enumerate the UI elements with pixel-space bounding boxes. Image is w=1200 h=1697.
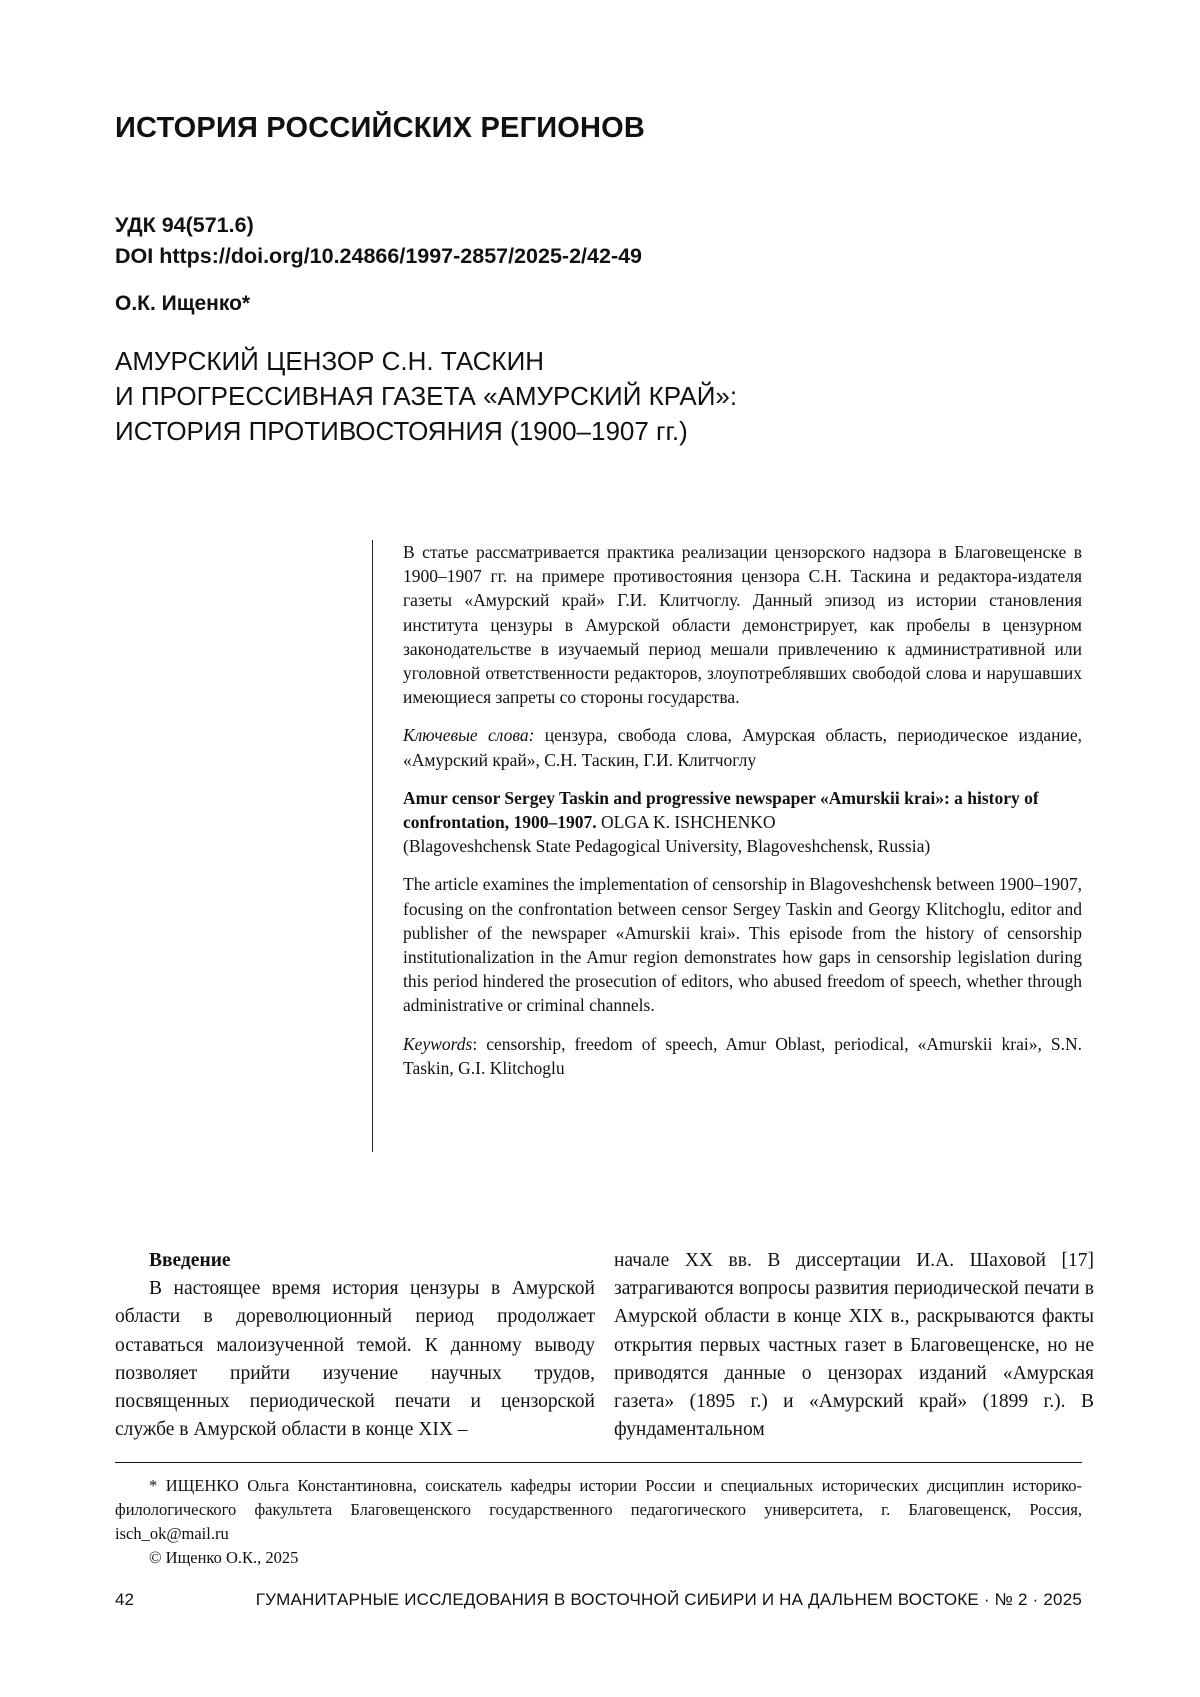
english-affiliation: (Blagoveshchensk State Pedagogical University, Blagoveshchensk, Russia)	[403, 836, 931, 857]
doi-link[interactable]: DOI https://doi.org/10.24866/1997-2857/2025-2/42-49	[115, 244, 643, 268]
footnote-block	[115, 1474, 1082, 1570]
keywords-ru-label: Ключевые слова:	[403, 725, 535, 746]
copyright-notice: © Ищенко О.К., 2025	[149, 1548, 299, 1567]
english-summary-header	[403, 786, 1082, 859]
author-footnote: * ИЩЕНКО Ольга Константиновна, соискатель кафедры истории России и специальных исторических дисциплин историко-филологического факультета Благовещенского государственного педагогического университета, г. Благовещенск, Россия, isch_ok@mail.ru	[115, 1476, 1082, 1543]
body-column-left	[115, 1247, 595, 1444]
footnote-divider	[115, 1462, 1082, 1463]
title-line: АМУРСКИЙ ЦЕНЗОР С.Н. ТАСКИН	[115, 346, 545, 376]
body-paragraph: начале XX вв. В диссертации И.А. Шаховой [17] затрагиваются вопросы развития периодической печати в Амурской области в конце XIX в., раскрываются факты открытия первых частных газет в Благовещенске, но не приводятся данные о цензорах изданий «Амурская газета» (1895 г.) и «Амурский край» (1899 г.). В фундаментальном	[614, 1250, 1094, 1441]
udk-code: УДК 94(571.6)	[115, 213, 254, 237]
abstract-en: The article examines the implementation of censorship in Blagoveshchensk between 1900–1907, focusing on the confrontation between censor Sergey Taskin and Georgy Klitchoglu, editor and publisher of the newspaper «Amurskii krai». This episode from the history of censorship institutionalization in the Amur region demonstrates how gaps in censorship legislation during this period hindered the prosecution of editors, who abused freedom of speech, whether through administrative or criminal channels.	[403, 874, 1082, 1016]
section-heading: ИСТОРИЯ РОССИЙСКИХ РЕГИОНОВ	[115, 112, 646, 144]
intro-heading: Введение	[149, 1250, 231, 1271]
title-line: ИСТОРИЯ ПРОТИВОСТОЯНИЯ (1900–1907 гг.)	[115, 416, 688, 446]
abstract-ru: В статье рассматривается практика реализации цензорского надзора в Благовещенске в 1900–1907 гг. на примере противостояния цензора С.Н. Таскина и редактора-издателя газеты «Амурский край» Г.И. Клитчоглу. Данный эпизод из истории становления института цензуры в Амурской области демонстрирует, как пробелы в цензурном законодательстве в изучаемый период мешали привлечению к административной или уголовной ответственности редакторов, злоупотреблявших свободой слова и нарушавших имеющиеся запреты со стороны государства.	[403, 542, 1082, 708]
keywords-en	[403, 1032, 1082, 1080]
body-column-right	[614, 1247, 1094, 1444]
udk-doi-block	[115, 210, 642, 272]
english-author: OLGA K. ISHCHENKO	[596, 812, 776, 833]
keywords-en-list: : censorship, freedom of speech, Amur Oblast, periodical, «Amurskii krai», S.N. Taskin, G.I. Klitchoglu	[403, 1033, 1082, 1078]
author-name: О.К. Ищенко*	[115, 292, 251, 315]
abstract-block	[372, 540, 1082, 1152]
title-line: И ПРОГРЕССИВНАЯ ГАЗЕТА «АМУРСКИЙ КРАЙ»:	[115, 381, 738, 411]
journal-name: ГУМАНИТАРНЫЕ ИССЛЕДОВАНИЯ В ВОСТОЧНОЙ СИБИРИ И НА ДАЛЬНЕМ ВОСТОКЕ · № 2 · 2025	[255, 1590, 1082, 1609]
keywords-ru-list: цензура, свобода слова, Амурская область, периодическое издание, «Амурский край», С.Н. Таскин, Г.И. Клитчоглу	[403, 725, 1082, 770]
page-number: 42	[115, 1590, 134, 1609]
body-paragraph: В настоящее время история цензуры в Амурской области в дореволюционный период продолжает оставаться малоизученной темой. К данному выводу позволяет прийти изучение научных трудов, посвященных периодической печати и цензорской службе в Амурской области в конце XIX –	[115, 1278, 595, 1441]
keywords-ru	[403, 723, 1082, 771]
english-title: Amur censor Sergey Taskin and progressive newspaper «Amurskii krai»: a history of confrontation, 1900–1907.	[403, 787, 1039, 833]
keywords-en-label: Keywords	[403, 1033, 473, 1054]
article-title	[115, 344, 1015, 449]
